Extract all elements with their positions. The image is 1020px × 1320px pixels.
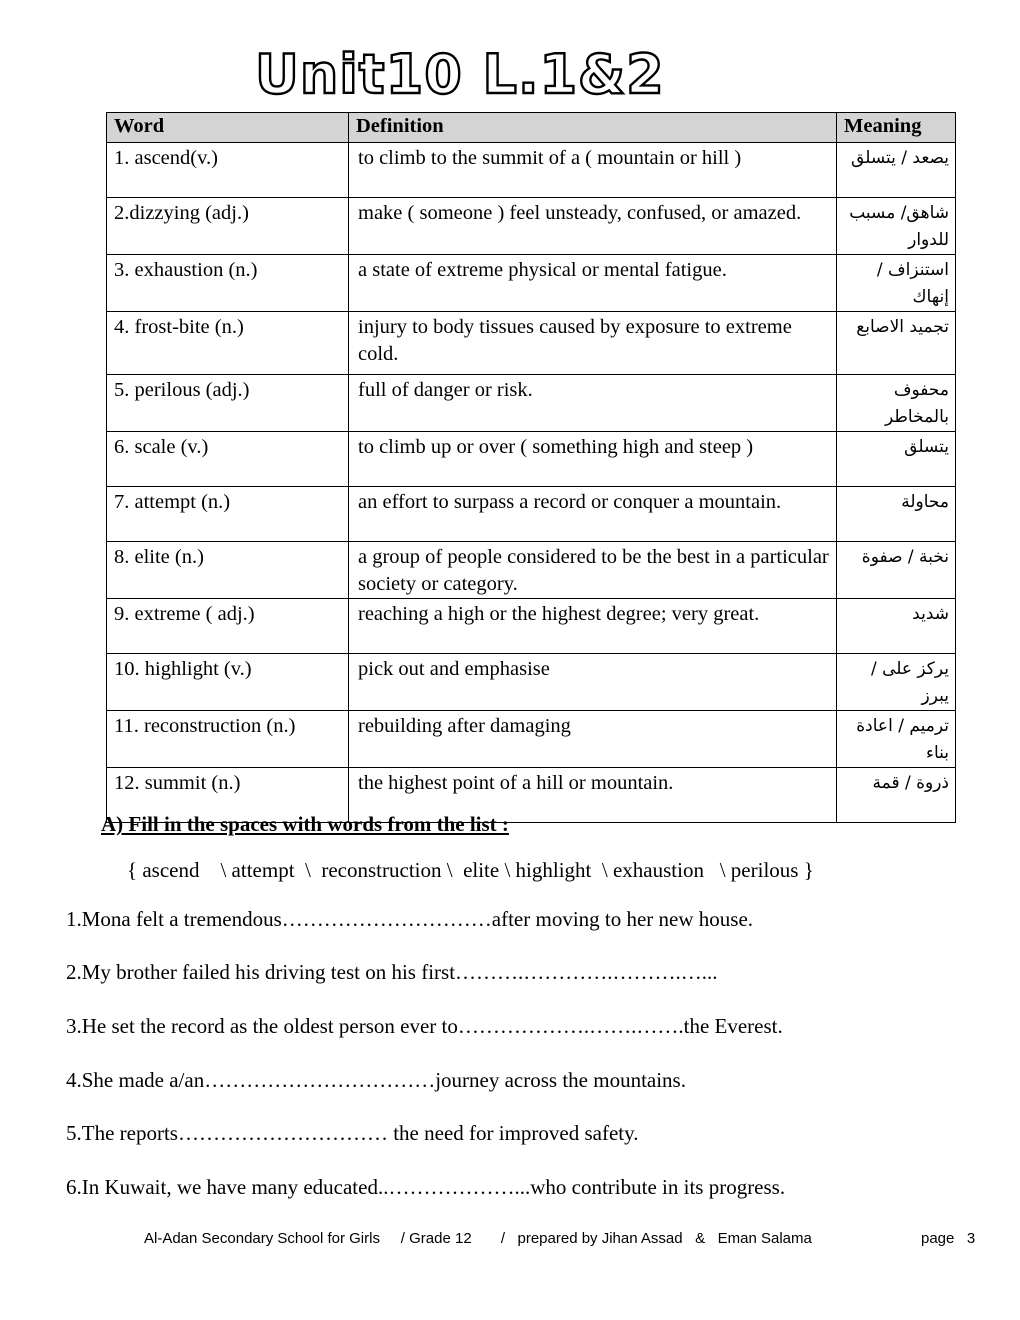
cell-word: 5. perilous (adj.) — [107, 375, 349, 432]
question-1: 1.Mona felt a tremendous…………………………after moving to her new house. — [66, 907, 754, 931]
table-row — [107, 432, 956, 487]
question-4: 4.She made a/an……………………………journey across the mountains. — [66, 1068, 686, 1092]
table-row — [107, 143, 956, 198]
question-5: 5.The reports………………………… the need for improved safety. — [66, 1121, 639, 1145]
cell-meaning: يصعد / يتسلق — [837, 143, 956, 198]
table-row — [107, 487, 956, 542]
cell-definition: make ( someone ) feel unsteady, confused, or amazed. — [349, 198, 837, 255]
cell-meaning: شديد — [837, 599, 956, 654]
cell-meaning: نخبة / صفوة — [837, 542, 956, 599]
cell-word: 8. elite (n.) — [107, 542, 349, 599]
cell-meaning: يركز على / يبرز — [837, 654, 956, 711]
cell-word: 10. highlight (v.) — [107, 654, 349, 711]
cell-meaning: ترميم / اعادة بناء — [837, 711, 956, 768]
cell-meaning: ذروة / قمة — [837, 768, 956, 823]
cell-word: 6. scale (v.) — [107, 432, 349, 487]
cell-word: 11. reconstruction (n.) — [107, 711, 349, 768]
cell-meaning: يتسلق — [837, 432, 956, 487]
table-row — [107, 255, 956, 312]
page-number: page 3 — [921, 1230, 976, 1247]
page-title: Unit10 L.1&2 — [255, 43, 665, 106]
cell-definition: a group of people considered to be the best in a particular society or category. — [349, 542, 837, 599]
header-definition: Definition — [349, 113, 837, 143]
cell-definition: an effort to surpass a record or conquer a mountain. — [349, 487, 837, 542]
cell-meaning: محاولة — [837, 487, 956, 542]
table-row — [107, 599, 956, 654]
cell-word: 3. exhaustion (n.) — [107, 255, 349, 312]
cell-word: 12. summit (n.) — [107, 768, 349, 823]
cell-definition: rebuilding after damaging — [349, 711, 837, 768]
table-header-row — [107, 113, 956, 143]
question-3: 3.He set the record as the oldest person ever to……………….…….…….the Everest. — [66, 1014, 783, 1038]
header-meaning: Meaning — [837, 113, 956, 143]
header-word: Word — [107, 113, 349, 143]
exercise-heading: A) Fill in the spaces with words from the list : — [101, 812, 509, 836]
table-row — [107, 375, 956, 432]
cell-word: 1. ascend(v.) — [107, 143, 349, 198]
cell-meaning: استنزاف /إنهاك — [837, 255, 956, 312]
cell-definition: injury to body tissues caused by exposure to extreme cold. — [349, 312, 837, 375]
cell-definition: pick out and emphasise — [349, 654, 837, 711]
footer-text: Al-Adan Secondary School for Girls / Grade 12 / prepared by Jihan Assad & Eman Salama — [144, 1230, 812, 1247]
vocabulary-table — [106, 112, 956, 823]
cell-meaning: شاهق/ مسبب للدوار — [837, 198, 956, 255]
question-6: 6.In Kuwait, we have many educated..………………...who contribute in its progress. — [66, 1175, 786, 1199]
cell-definition: reaching a high or the highest degree; very great. — [349, 599, 837, 654]
table-row — [107, 312, 956, 375]
table-row — [107, 198, 956, 255]
cell-definition: to climb to the summit of a ( mountain or hill ) — [349, 143, 837, 198]
table-row — [107, 542, 956, 599]
table-row — [107, 654, 956, 711]
cell-definition: a state of extreme physical or mental fatigue. — [349, 255, 837, 312]
cell-definition: full of danger or risk. — [349, 375, 837, 432]
cell-word: 4. frost-bite (n.) — [107, 312, 349, 375]
cell-definition: to climb up or over ( something high and steep ) — [349, 432, 837, 487]
question-2: 2.My brother failed his driving test on his first……….………….……….…... — [66, 960, 718, 984]
cell-meaning: تجميد الاصابع — [837, 312, 956, 375]
cell-word: 7. attempt (n.) — [107, 487, 349, 542]
table-row — [107, 711, 956, 768]
cell-meaning: محفوف بالمخاطر — [837, 375, 956, 432]
cell-word: 2.dizzying (adj.) — [107, 198, 349, 255]
cell-definition: the highest point of a hill or mountain. — [349, 768, 837, 823]
cell-word: 9. extreme ( adj.) — [107, 599, 349, 654]
word-list: { ascend \ attempt \ reconstruction \ elite \ highlight \ exhaustion \ perilous } — [127, 858, 814, 882]
